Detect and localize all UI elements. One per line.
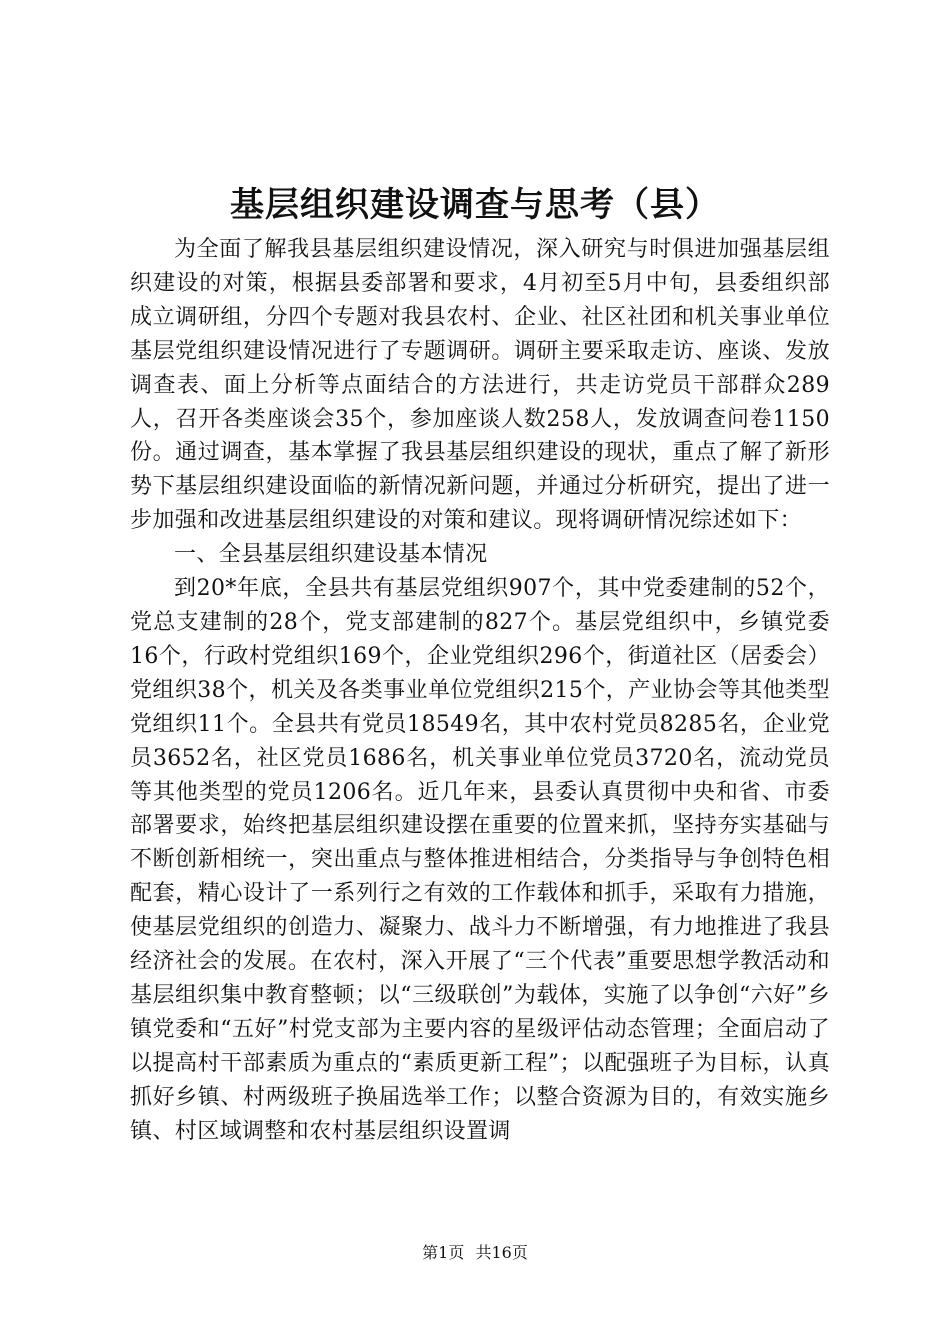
intro-paragraph: 为全面了解我县基层组织建设情况，深入研究与时俱进加强基层组织建设的对策，根据县委部署和要求，4月初至5月中旬，县委组织部成立调研组，分四个专题对我县农村、企业、社区社团和机关事业单位基层党组织建设情况进行了专题调研。调研主要采取走访、座谈、发放调查表、面上分析等点面结合的方法进行，共走访党员干部群众289人，召开各类座谈会35个，参加座谈人数258人，发放调查问卷1150份。通过调查，基本掌握了我县基层组织建设的现状，重点了解了新形势下基层组织建设面临的新情况新问题，并通过分析研究，提出了进一步加强和改进基层组织建设的对策和建议。现将调研情况综述如下： bbox=[130, 237, 830, 534]
page-footer bbox=[0, 1241, 950, 1265]
document-title: 基层组织建设调查与思考（县） bbox=[230, 185, 720, 225]
document-body bbox=[130, 233, 830, 1148]
section-paragraph: 到20*年底，全县共有基层党组织907个，其中党委建制的52个，党总支建制的28个，党支部建制的827个。基层党组织中，乡镇党委16个，行政村党组织169个，企业党组织296个，街道社区（居委会）党组织38个，机关及各类事业单位党组织215个，产业协会等其他类型党组织11个。全县共有党员18549名，其中农村党员8285名，企业党员3652名，社区党员1686名，机关事业单位党员3720名，流动党员等其他类型的党员1206名。近几年来，县委认真贯彻中央和省、市委部署要求，始终把基层组织建设摆在重要的位置来抓，坚持夯实基础与不断创新相统一，突出重点与整体推进相结合，分类指导与争创特色相配套，精心设计了一系列行之有效的工作载体和抓手，采取有力措施，使基层党组织的创造力、凝聚力、战斗力不断增强，有力地推进了我县经济社会的发展。在农村，深入开展了“三个代表”重要思想学教活动和基层组织集中教育整顿；以“三级联创”为载体，实施了以争创“六好”乡镇党委和“五好”村党支部为主要内容的星级评估动态管理；全面启动了以提高村干部素质为重点的“素质更新工程”；以配强班子为目标，认真抓好乡镇、村两级班子换届选举工作；以整合资源为目的，有效实施乡镇、村区域调整和农村基层组织设置调 bbox=[130, 576, 830, 1144]
section-heading: 一、全县基层组织建设基本情况 bbox=[174, 542, 488, 568]
page-total: 共16页 bbox=[475, 1243, 528, 1262]
page-number: 第1页 bbox=[422, 1243, 465, 1262]
